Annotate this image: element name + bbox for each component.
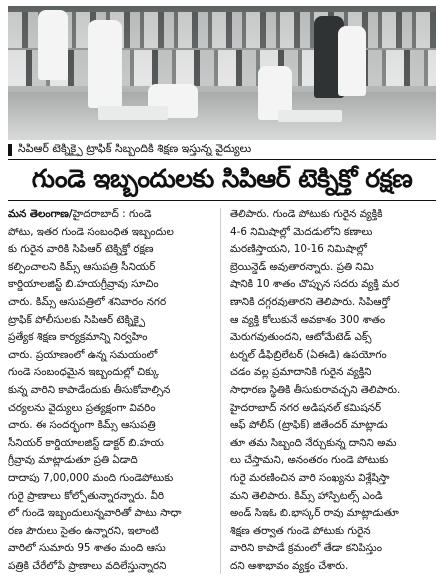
article-column-left xyxy=(8,206,214,578)
article-line: గుండె సంబంధమైన ఇబ్బందుల్లో చిక్కు xyxy=(8,366,160,379)
photo-officer-figure xyxy=(88,20,122,108)
photo-doctor-figure xyxy=(38,10,68,80)
article-line: హైదరాబాద్ నగర అడిషనల్ కమిషనర్ xyxy=(230,401,382,414)
article-line: రణ పౌరులు సైతం ఉన్నారని, ఇలాంటి xyxy=(8,524,159,537)
article-line: కు గురైన వారికి సిపిఆర్ టెక్నిక్తో రక్షణ xyxy=(8,243,154,256)
article-line: కల్పించాలని కిమ్స్ ఆసుపత్రి సీనియర్ xyxy=(8,260,156,273)
article-line: చడం వల్ల ప్రమాదానికి గురైన వ్యక్తిని xyxy=(230,366,372,379)
photo-standing-figure-2 xyxy=(338,26,366,96)
article-line: 4-6 నిమిషాల్లో మెదడులోని కణాలు xyxy=(230,225,373,238)
article-column-right xyxy=(230,206,436,578)
article-line: అండ్ సిఇఓ బి.భాస్కర్ రావు మాట్లాడుతూ xyxy=(230,507,399,520)
headline: గుండె ఇబ్బందులకు సిపిఆర్ టెక్నిక్తో రక్షణ xyxy=(31,164,413,193)
article-line: దాదాపు 7,00,000 మంది గుండెపోటుకు xyxy=(8,471,174,484)
photo-manikin-2 xyxy=(278,110,342,122)
article-line: కార్డియాలజిస్ట్ బి.హయగ్రీవ్రావు సూచిం xyxy=(8,278,159,291)
column-divider xyxy=(220,208,221,574)
article-line: మరణిస్తాయని, 10-16 నిమిషాల్లో xyxy=(230,243,367,256)
photo-manikin xyxy=(98,106,168,120)
caption-marker xyxy=(8,144,12,156)
article-line: తూ తమ సిబ్బంది నేర్చుకున్న దానిని అమ xyxy=(230,436,397,449)
article-line: షానికి 10 శాతం చొప్పున సదరు వ్యక్తి మర xyxy=(230,278,400,291)
article-line: పత్రికి చేరేలోపే ప్రాణాలు వదిలేస్తున్నారని xyxy=(8,559,167,572)
dateline: మన తెలంగాణ/ xyxy=(8,208,73,220)
photo-floor xyxy=(8,92,436,140)
article-line: సాధారణ స్థితికి తీసుకురావచ్చని తెలిపారు. xyxy=(230,383,401,396)
article-line: మన తెలంగాణ/హైదరాబాద్ : గుండె xyxy=(8,208,152,220)
article-line: చారు. ప్రయాణంలో ఉన్న సమయంలో xyxy=(8,348,158,361)
article-line: ఆ వ్యక్తి కోలుకునే అవకాశం 300 శాతం xyxy=(230,313,386,326)
news-photo xyxy=(8,6,436,140)
article-line: బ్రెయిన్డెడ్ అవుతారన్నారు. ప్రతి నిమి xyxy=(230,260,374,273)
article-line: శిక్షణ తర్వాత గుండె పోటుకు గురైన xyxy=(230,524,371,537)
article-line: ణానికి దగ్గరవుతారని తెలిపారు. సిపిఆర్తో xyxy=(230,295,390,308)
article-line: చర్యలను వైద్యులు ప్రత్యక్షంగా వివరిం xyxy=(8,401,156,414)
photo-seated-officers xyxy=(8,50,436,86)
article-line: గ్రీవ్రావు మాట్లాడుతూ ప్రతి ఏడాది xyxy=(8,454,138,467)
article-line: చారు. ఈ సందర్భంగా కిమ్స్ ఆసుపత్రి xyxy=(8,419,156,432)
article-line: మని తెలిపారు. కిమ్స్ హాస్పిటల్స్ ఎండి xyxy=(230,489,383,502)
headline-bottom-rule xyxy=(8,200,436,201)
article-line: చారు. కిమ్స్ ఆసుపత్రిలో శనివారం నగర xyxy=(8,295,167,308)
article-line: ప్రత్యేక శిక్షణ కార్యక్రమాన్ని నిర్వహిం xyxy=(8,331,148,344)
article-line: లు చేస్తామని, అనంతరం గుండె పోటుకు xyxy=(230,454,389,467)
article-line: ఆఫ్ పోలీస్ (ట్రాఫిక్) జితేందర్ మాట్లాడు xyxy=(230,419,388,432)
article-line: లో గుండె ఇబ్బందులున్నవారితో పాటు సాధా xyxy=(8,507,182,520)
article-line: వారిని కాపాడే క్రమంలో తేడా కనిపిస్తుం xyxy=(230,542,382,555)
photo-caption xyxy=(8,142,436,158)
article-line: దని ఆశాభావం వ్యక్తం చేశారు. xyxy=(230,559,349,572)
article-line: గురై మరణించిన వారి సంఖ్యను విశ్లేషిస్తా xyxy=(230,471,390,484)
article-line: పోటు, ఇతర గుండె సంబంధిత ఇబ్బందుల xyxy=(8,225,174,238)
caption-text: సిపిఆర్ టెక్నిక్పై ట్రాఫిక్ సిబ్బందికి శిక్షణ ఇస్తున్న వైద్యులు xyxy=(18,142,252,155)
article-line: మెరుగవుతుందని, ఆటోమేటెడ్ ఎక్స్ xyxy=(230,331,372,344)
article-line: కున్న వారిని కాపాడేందుకు తీసుకోవాల్సిన xyxy=(8,383,171,396)
article-line: ట్రాఫిక్ పోలీసులకు సిపిఆర్ టెక్నిక్పై xyxy=(8,313,146,326)
article-line: గురై ప్రాణాలు కోల్పోతున్నారన్నారు. వీరి xyxy=(8,489,165,502)
photo-background-crowd xyxy=(8,12,436,48)
article-line: తెలిపారు. గుండె పోటుకు గురైన వ్యక్తికి xyxy=(230,208,383,220)
article-line: టర్నల్ డీఫిబ్రిలేటర్ (ఏఈడి) ఉపయోగం xyxy=(230,348,387,361)
article-line: సీనియర్ కార్డియాలజిస్ట్ డాక్టర్ బి.హయ xyxy=(8,436,164,449)
article-line: వారిలో సుమారు 95 శాతం మంది ఆసు xyxy=(8,542,166,555)
